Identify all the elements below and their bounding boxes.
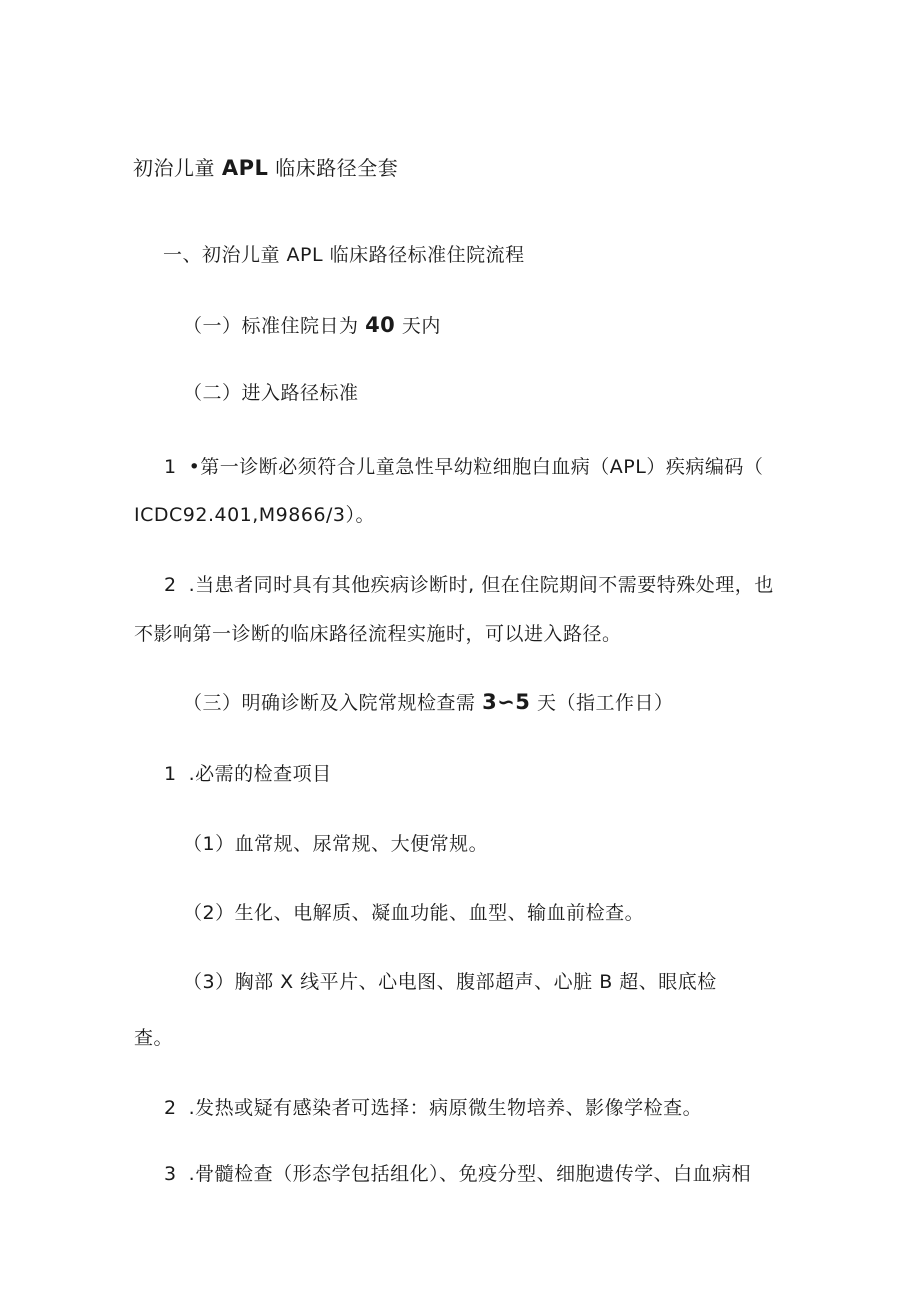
section-heading-1: 一、初治儿童 APL 临床路径标准住院流程: [163, 244, 525, 266]
check-2-text: .发热或疑有感染者可选择：病原微生物培养、影像学检查。: [188, 1097, 703, 1119]
title-bold: APL: [221, 156, 269, 180]
item-1-line-2: ICDC92.401,M9866/3）。: [134, 504, 376, 526]
item-1-number: 1: [164, 456, 177, 478]
check-3: [164, 1162, 751, 1186]
item-2-line-1: [164, 573, 774, 597]
subsection-1-days: 40: [365, 313, 396, 337]
check-2: [164, 1096, 702, 1120]
item-1-text-1: •第一诊断必须符合儿童急性早幼粒细胞白血病（APL）疾病编码（: [188, 456, 764, 478]
subsection-3-post: 天（指工作日）: [536, 692, 674, 714]
item-1-line-1: [164, 455, 763, 479]
subsection-1-pre: （一）标准住院日为: [183, 315, 359, 337]
check-1-number: 1: [164, 763, 177, 785]
document-title: [133, 156, 398, 180]
check-1-item-1: （1）血常规、尿常规、大便常规。: [183, 833, 489, 855]
item-2-number: 2: [164, 574, 177, 596]
check-1-item-3: （3）胸部 X 线平片、心电图、腹部超声、心脏 B 超、眼底检: [183, 971, 717, 993]
item-2-line-2: 不影响第一诊断的临床路径流程实施时，可以进入路径。: [134, 623, 622, 645]
subsection-3-pre: （三）明确诊断及入院常规检查需: [183, 692, 476, 714]
subsection-2: （二）进入路径标准: [183, 382, 359, 404]
check-1: [164, 762, 332, 786]
check-1-item-2: （2）生化、电解质、凝血功能、血型、输血前检查。: [183, 902, 645, 924]
check-3-text: .骨髓检查（形态学包括组化）、免疫分型、细胞遗传学、白血病相: [188, 1163, 752, 1185]
item-2-text-1: .当患者同时具有其他疾病诊断时, 但在住院期间不需要特殊处理，也: [188, 574, 774, 596]
check-1-item-3-continued: 查。: [134, 1027, 174, 1049]
subsection-1-post: 天内: [401, 315, 441, 337]
subsection-1: [183, 313, 441, 338]
check-3-number: 3: [164, 1163, 177, 1185]
check-1-text: .必需的检查项目: [188, 763, 332, 785]
title-post: 临床路径全套: [275, 156, 399, 180]
check-2-number: 2: [164, 1097, 177, 1119]
subsection-3: [183, 690, 673, 715]
title-pre: 初治儿童: [133, 156, 215, 180]
subsection-3-days: 3∽5: [482, 690, 531, 714]
